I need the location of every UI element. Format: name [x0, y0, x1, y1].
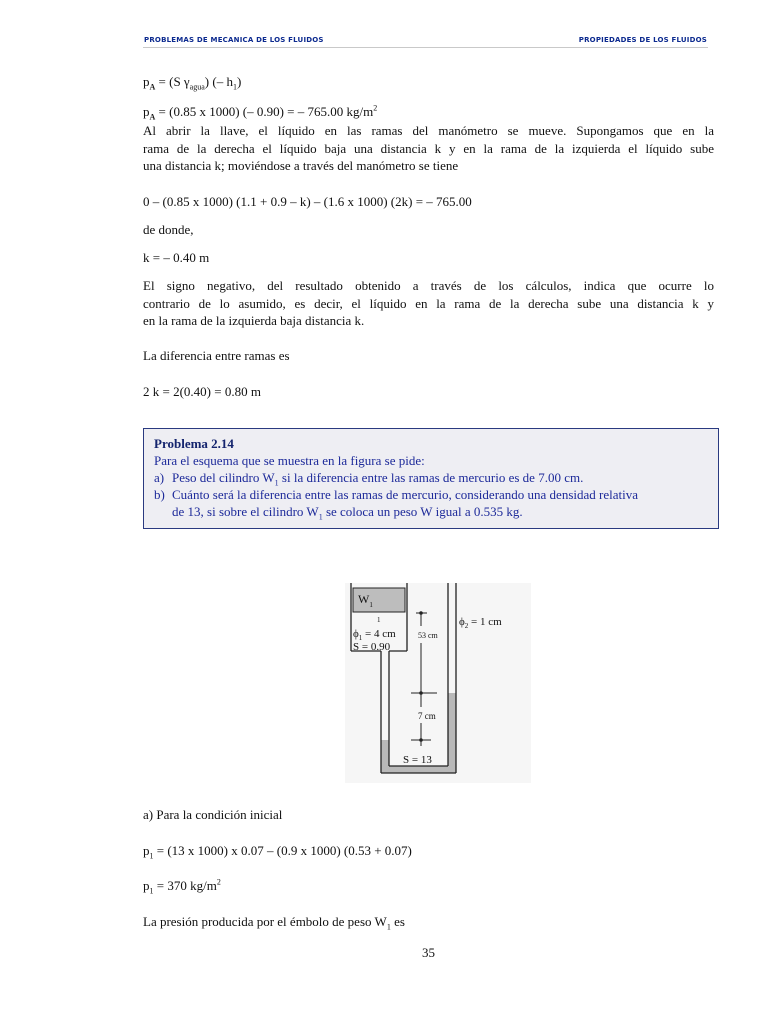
text-condicion-inicial: a) Para la condición inicial: [143, 807, 283, 822]
text-presion-embolo: La presión producida por el émbolo de peso $W_1$ es: [143, 914, 405, 932]
label-s13: S = 13: [403, 754, 432, 766]
label-7cm: 7 cm: [418, 711, 436, 721]
equation-2k: 2 k = 2(0.40) = 0.80 m: [143, 384, 261, 399]
label-53cm: 53 cm: [418, 631, 438, 640]
running-header-right: PROPIEDADES DE LOS FLUIDOS: [578, 36, 707, 44]
problem-title: Problema 2.14: [154, 436, 234, 451]
running-header-left: PROBLEMAS DE MECANICA DE LOS FLUIDOS: [144, 36, 324, 44]
label-phi1: $\phi_1 = 4$ cm: [353, 628, 396, 642]
problem-box: [143, 428, 719, 529]
header-divider: [143, 47, 708, 48]
label-phi2: $\phi_2 = 1$ cm: [459, 616, 502, 630]
paragraph-valve-opening: Al abrir la llave, el líquido en las ramas del manómetro se mueve. Supongamos que en la rama de la derecha el líquido baja una distancia k y en la rama de la izquierda el líquido sube una distancia k; moviéndose a través del manómetro se tiene: [143, 123, 714, 173]
text-de-donde: de donde,: [143, 222, 194, 237]
equation-k-result: k = – 0.40 m: [143, 250, 210, 265]
paragraph-negative-sign: El signo negativo, del resultado obtenido a través de los cálculos, indica que ocurre lo contrario de lo asumido, es decir, el líquido en la rama de la derecha sube una distancia k y en la rama de la izquierda baja distancia k.: [143, 278, 714, 328]
label-s090: S = 0.90: [353, 641, 391, 653]
equation-manometer-balance: 0 – (0.85 x 1000) (1.1 + 0.9 – k) – (1.6 x 1000) (2k) = – 765.00: [143, 194, 472, 209]
equation-pa-value: $p_A = (0.85$ x 1000) (– 0.90) = – 765.00 $kg/m^2$: [143, 103, 378, 122]
label-w1-subscript: 1: [377, 616, 381, 624]
equation-p1-result: $p_1 = 370$ $kg/m^2$: [143, 877, 221, 896]
label-w1: $W_1$: [358, 592, 373, 609]
page-number: 35: [422, 945, 435, 960]
equation-p1-calc: $p_1 = (13$ x 1000) x 0.07 – (0.9 x 1000) (0.53 + 0.07): [143, 843, 412, 861]
manometer-diagram: [345, 583, 531, 783]
manometer-figure: [345, 583, 531, 783]
problem-item-a: a) Peso del cilindro $W_1$ si la diferencia entre las ramas de mercurio es de 7.00 cm.: [154, 470, 584, 488]
problem-item-b: b) Cuánto será la diferencia entre las ramas de mercurio, considerando una densidad relativa de 13, si sobre el cilindro $W_1$ se coloca un peso W igual a 0.535 kg.: [154, 487, 638, 522]
equation-pa-definition: $p_A = (S$ $\gamma_{agua}$) (– $h_1$): [143, 74, 242, 92]
problem-intro: Para el esquema que se muestra en la figura se pide:: [154, 453, 425, 468]
text-diferencia: La diferencia entre ramas es: [143, 348, 290, 363]
